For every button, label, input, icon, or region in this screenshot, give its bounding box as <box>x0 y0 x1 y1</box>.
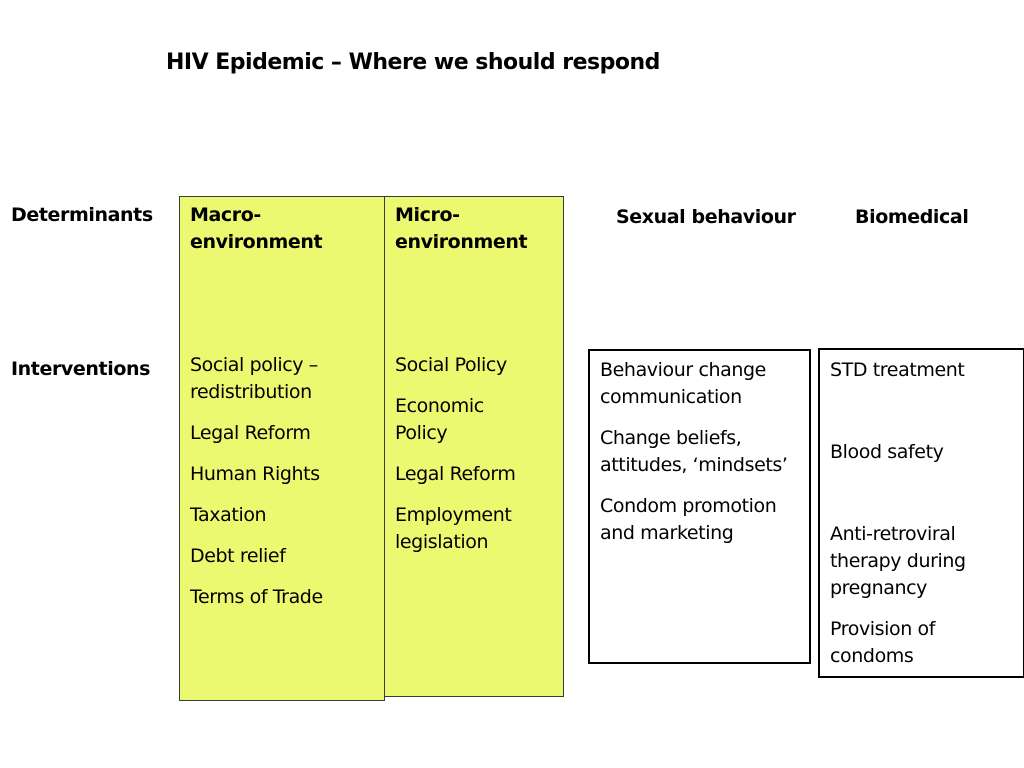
list-item: Social Policy <box>395 354 507 376</box>
sexual-behaviour-list <box>600 357 805 561</box>
list-item: Change beliefs, attitudes, ‘mindsets’ <box>600 427 788 476</box>
list-item: Anti-retroviral therapy during pregnancy <box>830 523 966 599</box>
list-item: Debt relief <box>190 545 286 567</box>
list-item: Economic Policy <box>395 395 484 444</box>
row-label-determinants: Determinants <box>11 204 153 226</box>
list-item: Terms of Trade <box>190 586 323 608</box>
page-title: HIV Epidemic – Where we should respond <box>166 50 660 75</box>
list-item: Legal Reform <box>190 422 311 444</box>
sexual-behaviour-box <box>588 349 811 664</box>
list-item: STD treatment <box>830 359 965 381</box>
list-item: Blood safety <box>830 441 944 463</box>
row-label-interventions: Interventions <box>11 358 151 380</box>
list-item: Employment legislation <box>395 504 512 553</box>
list-item: Taxation <box>190 504 267 526</box>
list-item: Condom promotion and marketing <box>600 495 777 544</box>
sexual-behaviour-heading: Sexual behaviour <box>616 206 796 228</box>
macro-heading-line-2: environment <box>190 231 323 253</box>
biomedical-box <box>818 348 1024 678</box>
micro-heading-line-1: Micro- <box>395 204 460 226</box>
list-item: Social policy – redistribution <box>190 354 318 403</box>
micro-environment-box <box>384 196 564 697</box>
list-item: Behaviour change communication <box>600 359 766 408</box>
micro-heading-line-2: environment <box>395 231 528 253</box>
list-item: Human Rights <box>190 463 320 485</box>
macro-interventions-list <box>190 352 370 625</box>
biomedical-heading: Biomedical <box>855 206 969 228</box>
biomedical-list <box>830 357 1015 670</box>
macro-environment-heading <box>190 202 322 256</box>
list-item: Legal Reform <box>395 463 516 485</box>
macro-environment-box <box>179 196 385 701</box>
micro-interventions-list <box>395 352 555 570</box>
list-item: Provision of condoms <box>830 618 936 667</box>
macro-heading-line-1: Macro- <box>190 204 261 226</box>
micro-environment-heading <box>395 202 527 256</box>
